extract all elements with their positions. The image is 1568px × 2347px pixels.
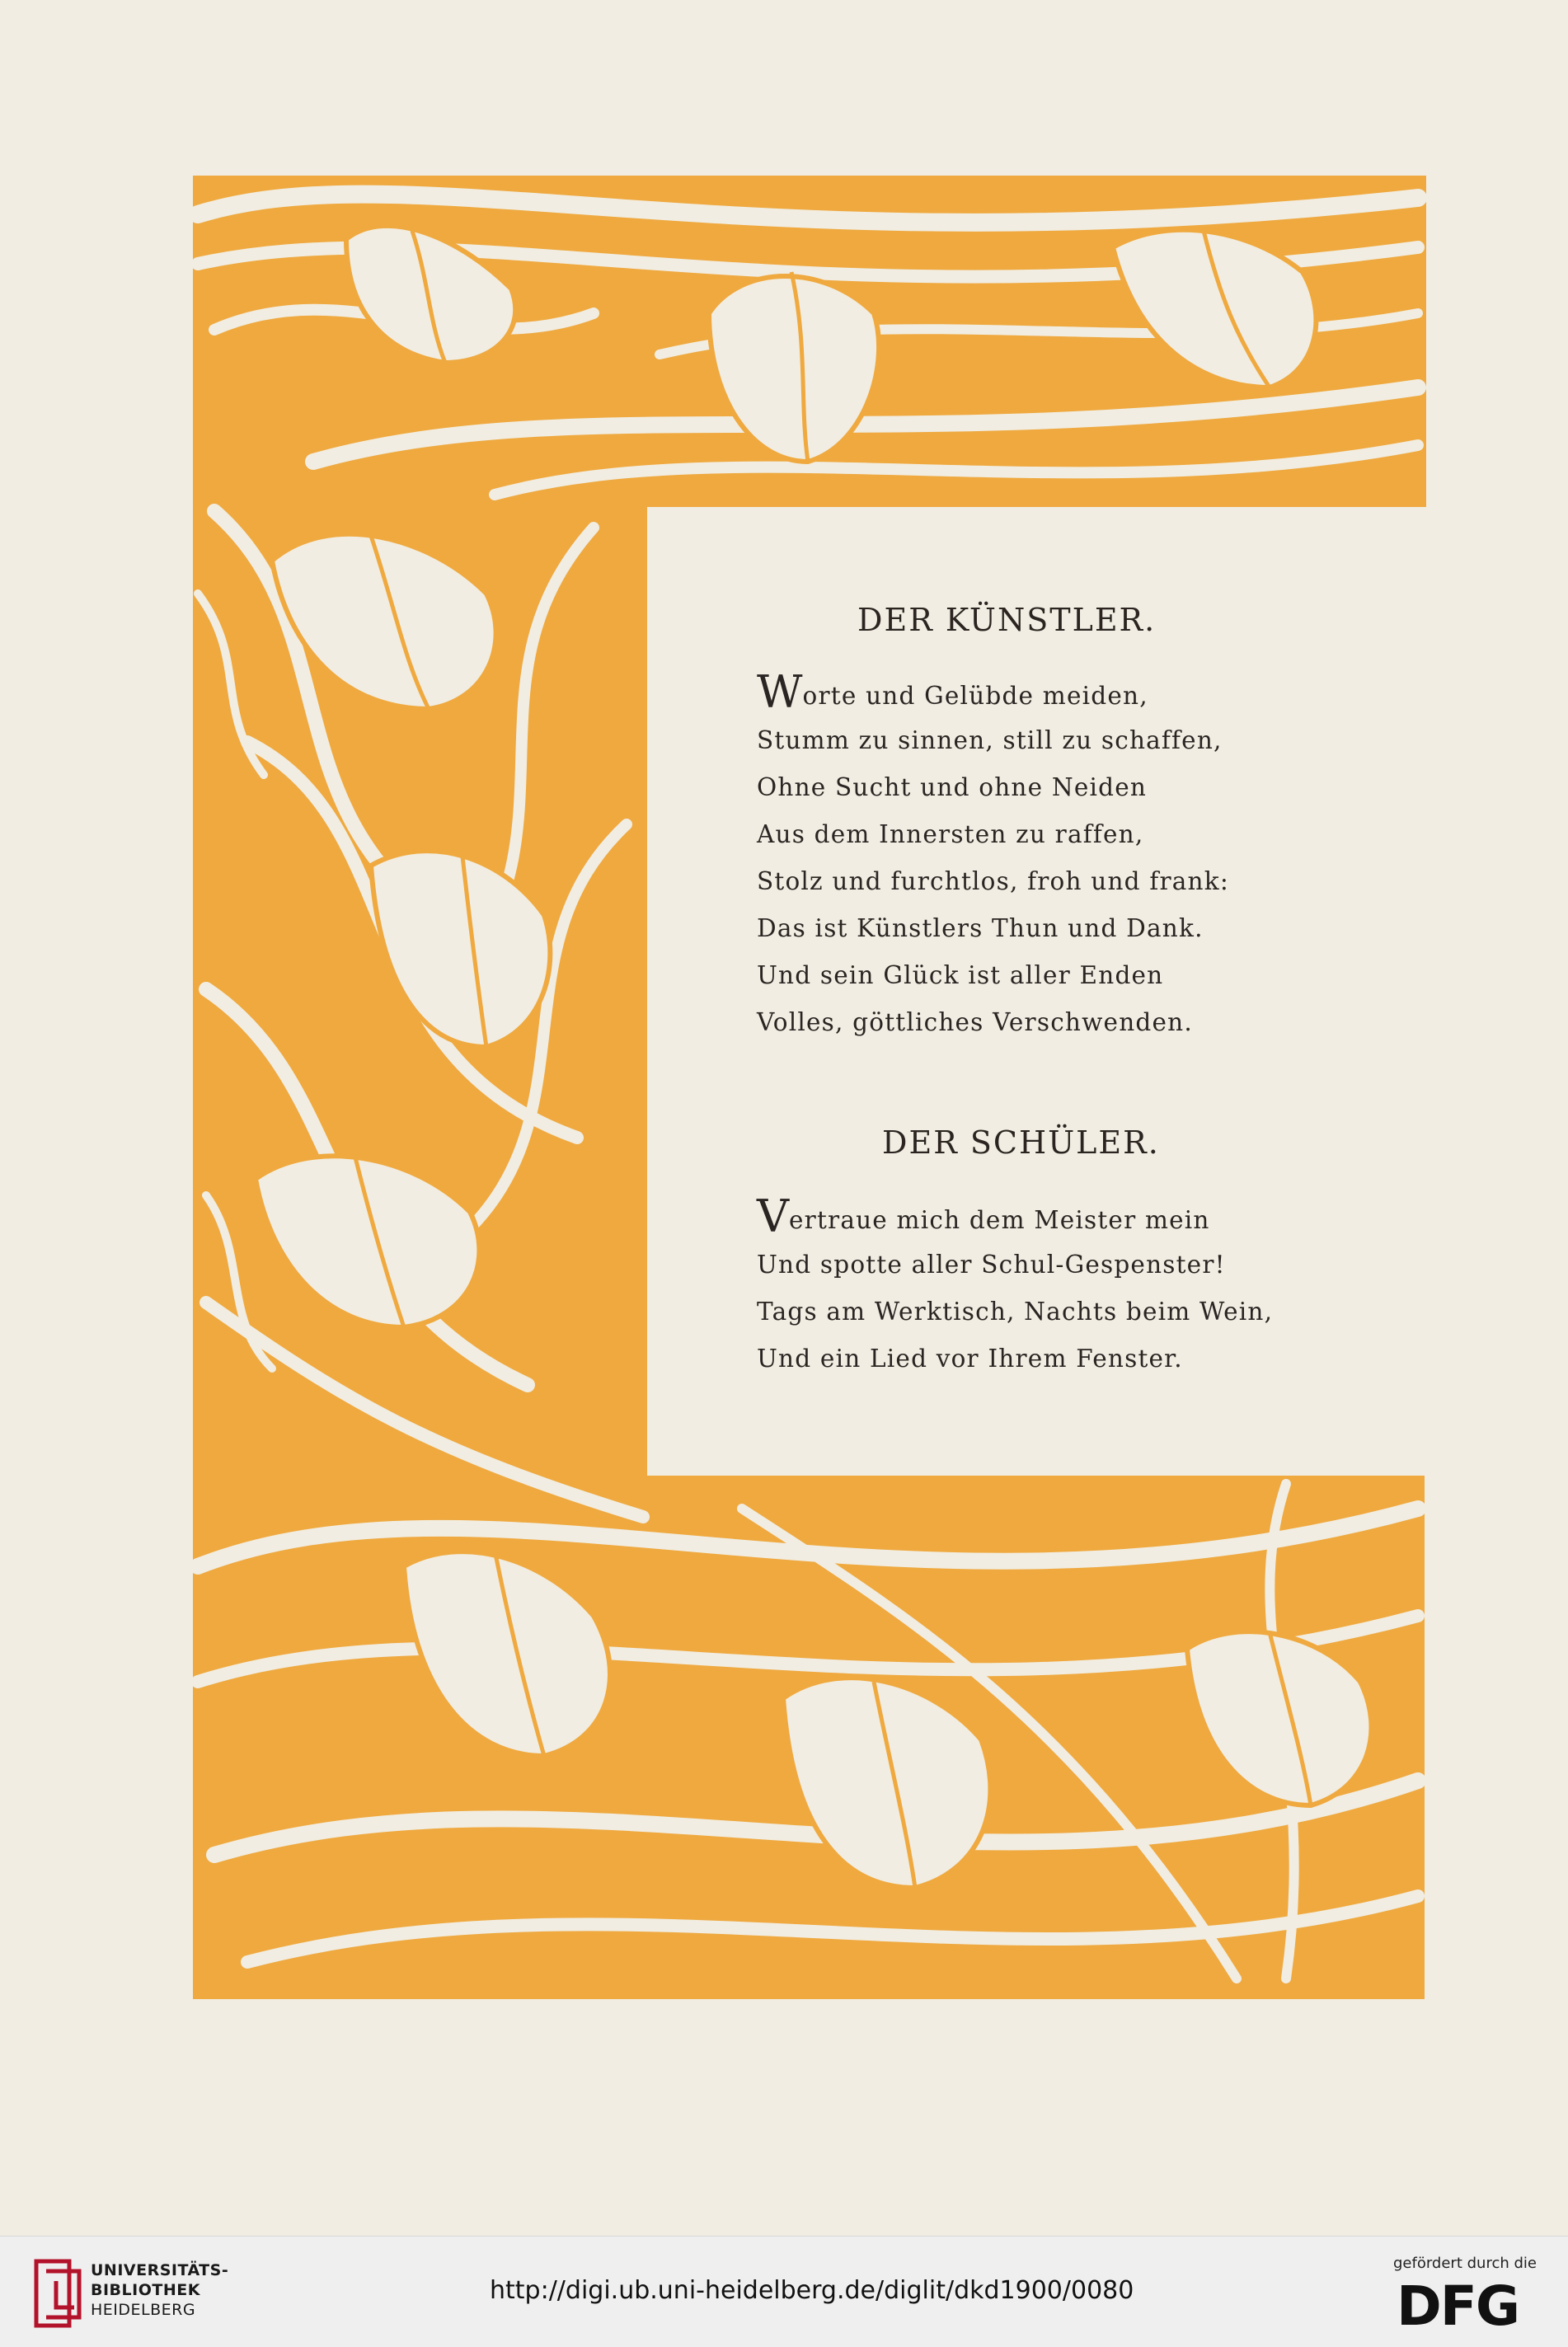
poem-line: Das ist Künstlers Thun und Dank. xyxy=(757,914,1204,942)
poem-title: DER SCHÜLER. xyxy=(882,1124,1160,1161)
poem-title: DER KÜNSTLER. xyxy=(857,602,1157,638)
library-name-line-1: UNIVERSITÄTS- xyxy=(91,2261,229,2279)
university-library-logo-icon xyxy=(33,2258,86,2329)
poem-line xyxy=(757,666,1148,718)
poem-line: Tags am Werktisch, Nachts beim Wein, xyxy=(757,1298,1274,1326)
poem-line: Volles, göttliches Verschwenden. xyxy=(757,1008,1193,1036)
drop-cap: W xyxy=(757,666,803,718)
poem-line-text: ertraue mich dem Meister mein xyxy=(789,1206,1210,1234)
funder-label: gefördert durch die xyxy=(1393,2255,1537,2272)
poem-line: Und sein Glück ist aller Enden xyxy=(757,961,1164,989)
library-name-line-2: BIBLIOTHEK xyxy=(91,2281,200,2299)
poem-line: Und spotte aller Schul-Gespenster! xyxy=(757,1251,1226,1279)
dfg-logo: DFG xyxy=(1397,2274,1519,2338)
poem-line xyxy=(757,1190,1210,1242)
poem-line-text: orte und Gelübde meiden, xyxy=(802,682,1148,710)
poem-line: Stolz und furchtlos, froh und frank: xyxy=(757,867,1229,895)
poem-line: Ohne Sucht und ohne Neiden xyxy=(757,773,1148,801)
drop-cap: V xyxy=(757,1190,789,1242)
digitization-footer xyxy=(0,2236,1568,2347)
library-name-line-3: HEIDELBERG xyxy=(91,2301,196,2319)
poem-line: Und ein Lied vor Ihrem Fenster. xyxy=(757,1345,1183,1373)
poem-line: Stumm zu sinnen, still zu schaffen, xyxy=(757,726,1223,754)
poem-line: Aus dem Innersten zu raffen, xyxy=(757,820,1144,848)
permalink-url[interactable]: http://digi.ub.uni-heidelberg.de/diglit/dkd1900/0080 xyxy=(490,2276,1134,2305)
